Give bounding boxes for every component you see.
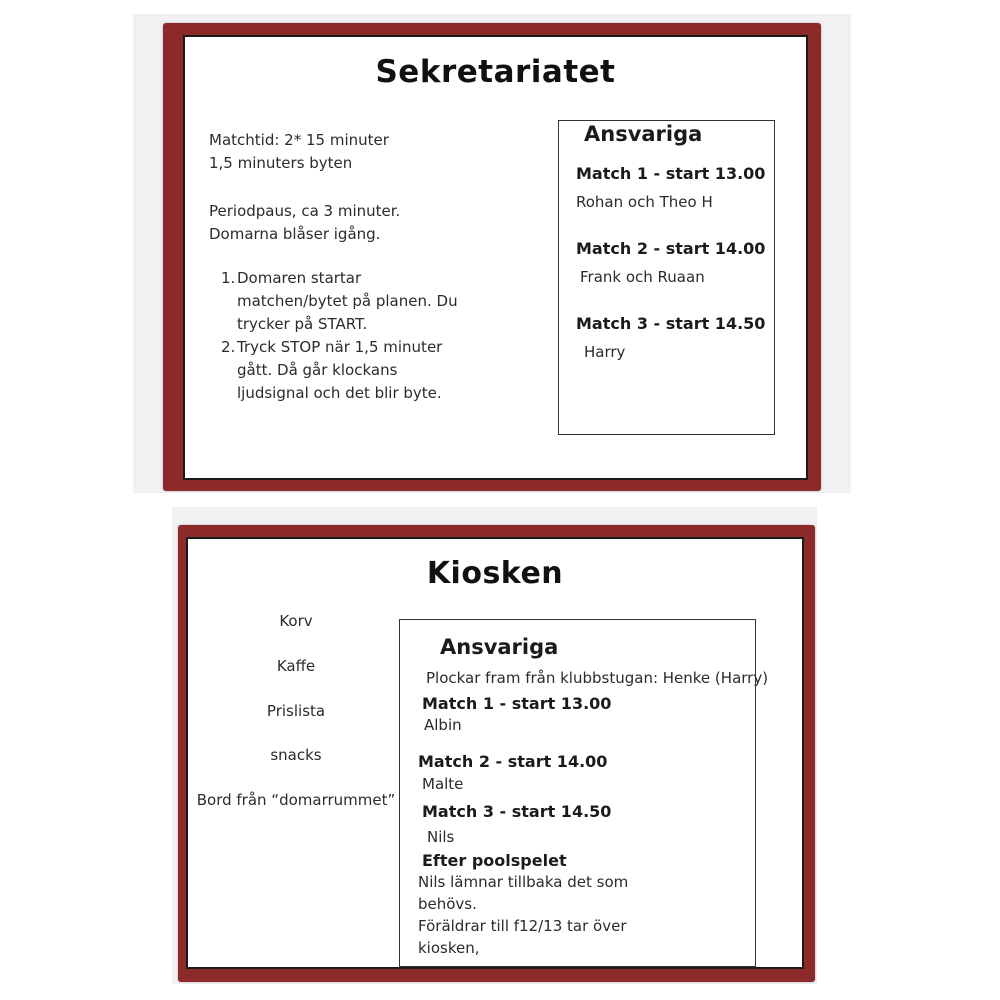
- step-line: trycker på START.: [237, 315, 368, 333]
- match-1-names: Albin: [424, 716, 462, 734]
- after-line: behövs.: [418, 895, 477, 913]
- step-number: 2.: [221, 338, 236, 356]
- match-3-label: Match 3 - start 14.50: [422, 802, 612, 821]
- instruction-step-cont: [221, 290, 458, 313]
- kiosken-card-inner: [186, 537, 804, 969]
- match-2-names: Frank och Ruaan: [580, 268, 705, 286]
- step-number: 1.: [221, 269, 236, 287]
- step-line: ljudsignal och det blir byte.: [237, 384, 442, 402]
- match-3-names: Harry: [584, 343, 626, 361]
- match-1-label: Match 1 - start 13.00: [576, 164, 766, 183]
- instruction-step-cont: [221, 359, 458, 382]
- step-line: Tryck STOP när 1,5 minuter: [237, 338, 443, 356]
- step-line: gått. Då går klockans: [237, 361, 398, 379]
- match-3-label: Match 3 - start 14.50: [576, 314, 766, 333]
- sekretariatet-card-inner: [183, 35, 808, 480]
- sekretariatet-title: Sekretariatet: [375, 54, 616, 90]
- after-line: kiosken,: [418, 939, 480, 957]
- kiosk-item: Prislista: [266, 702, 326, 720]
- step-line: Domaren startar: [237, 269, 362, 287]
- match-2-label: Match 2 - start 14.00: [418, 752, 608, 771]
- step-line: matchen/bytet på planen. Du: [237, 292, 458, 310]
- ansvariga-intro: Plockar fram från klubbstugan: Henke (Harry): [426, 669, 769, 687]
- kiosken-title: Kiosken: [426, 556, 564, 591]
- instruction-step-cont: [221, 313, 458, 336]
- ansvariga-heading: Ansvariga: [584, 122, 703, 146]
- match-3-names: Nils: [427, 828, 455, 846]
- ansvariga-heading: Ansvariga: [440, 635, 559, 659]
- after-heading: Efter poolspelet: [422, 851, 567, 870]
- after-line: Nils lämnar tillbaka det som: [418, 873, 629, 891]
- referee-start: Domarna blåser igång.: [209, 225, 381, 243]
- sekretariatet-ansvariga-box: [558, 120, 775, 435]
- match-2-names: Malte: [422, 775, 464, 793]
- match-1-label: Match 1 - start 13.00: [422, 694, 612, 713]
- after-line: Föräldrar till f12/13 tar över: [418, 917, 627, 935]
- match-2-label: Match 2 - start 14.00: [576, 239, 766, 258]
- sekretariatet-card: [163, 23, 821, 491]
- instruction-list: [221, 267, 458, 405]
- kiosk-item: Bord från “domarrummet”: [196, 791, 396, 809]
- substitution-time: 1,5 minuters byten: [209, 154, 353, 172]
- match-1-names: Rohan och Theo H: [576, 193, 713, 211]
- instruction-step: [221, 336, 458, 359]
- period-break: Periodpaus, ca 3 minuter.: [209, 202, 401, 220]
- kiosk-item: snacks: [270, 746, 322, 764]
- kiosken-card: [178, 525, 815, 982]
- instruction-step-cont: [221, 382, 458, 405]
- kiosken-ansvariga-box: [399, 619, 769, 967]
- kiosk-item: Korv: [279, 612, 313, 630]
- instruction-step: [221, 267, 458, 290]
- match-time: Matchtid: 2* 15 minuter: [209, 131, 389, 149]
- kiosk-item: Kaffe: [276, 657, 316, 675]
